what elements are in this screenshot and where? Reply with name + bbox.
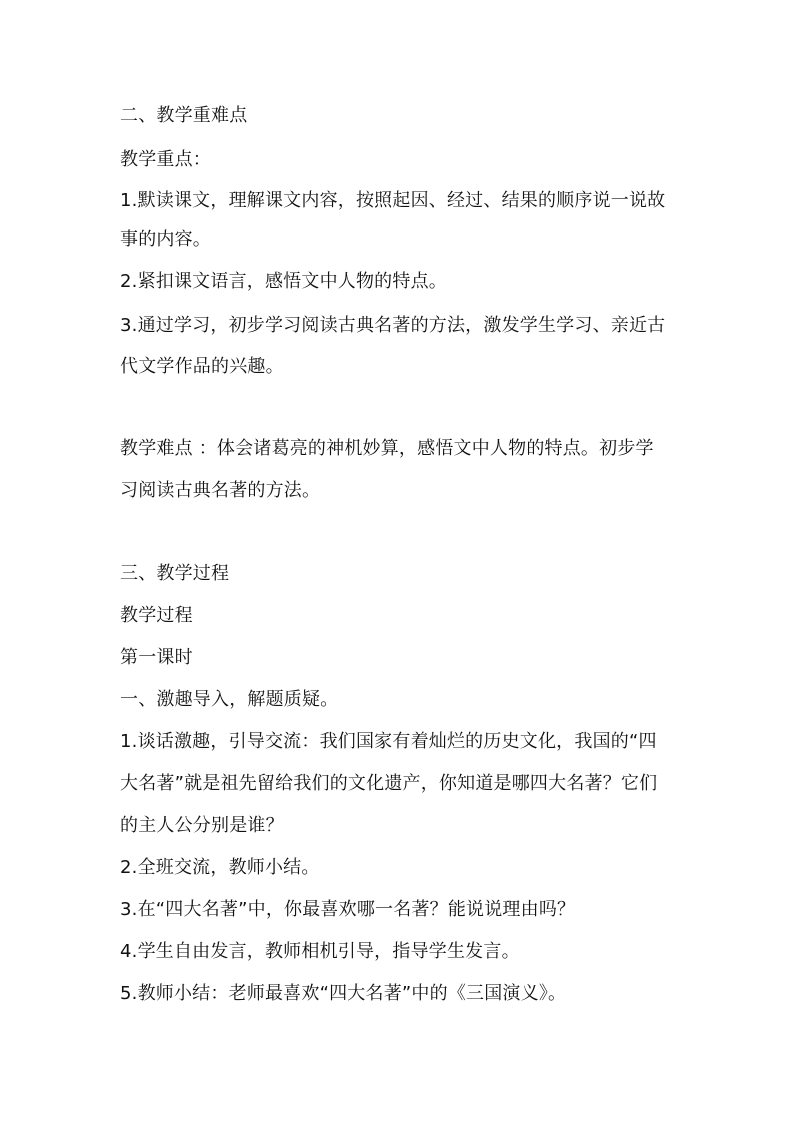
step-2-line-1: 2.全班交流，教师小结。 bbox=[120, 857, 320, 878]
key-point-3-line-2: 代文学作品的兴趣。 bbox=[120, 356, 284, 377]
step-1-line-2: 大名著”就是祖先留给我们的文化遗产，你知道是哪四大名著？它们 bbox=[120, 773, 658, 794]
key-point-3-line-1: 3.通过学习，初步学习阅读古典名著的方法，激发学生学习、亲近古 bbox=[120, 315, 666, 336]
part-1-title: 一、激趣导入，解题质疑。 bbox=[120, 689, 339, 710]
process-subheading: 教学过程 bbox=[120, 605, 193, 626]
step-3-line-1: 3.在“四大名著”中，你最喜欢哪一名著？能说说理由吗？ bbox=[120, 899, 576, 920]
key-point-1-line-1: 1.默读课文，理解课文内容，按照起因、经过、结果的顺序说一说故 bbox=[120, 190, 666, 211]
key-points-label: 教学重点： bbox=[120, 149, 211, 170]
difficult-points-line-1: 教学难点 ：体会诸葛亮的神机妙算，感悟文中人物的特点。初步学 bbox=[120, 438, 654, 459]
step-1-line-3: 的主人公分别是谁？ bbox=[120, 815, 284, 836]
section-heading-process: 三、教学过程 bbox=[120, 563, 230, 584]
step-1-line-1: 1.谈话激趣，引导交流：我们国家有着灿烂的历史文化，我国的“四 bbox=[120, 731, 657, 752]
difficult-points-line-2: 习阅读古典名著的方法。 bbox=[120, 480, 321, 501]
step-4-line-1: 4.学生自由发言，教师相机引导，指导学生发言。 bbox=[120, 941, 520, 962]
section-heading-difficulties: 二、教学重难点 bbox=[120, 105, 248, 126]
step-5-line-1: 5.教师小结：老师最喜欢“四大名著”中的《三国演义》。 bbox=[120, 983, 567, 1004]
key-point-2-line-1: 2.紧扣课文语言，感悟文中人物的特点。 bbox=[120, 271, 447, 292]
key-point-1-line-2: 事的内容。 bbox=[120, 229, 211, 250]
lesson-label: 第一课时 bbox=[120, 647, 193, 668]
